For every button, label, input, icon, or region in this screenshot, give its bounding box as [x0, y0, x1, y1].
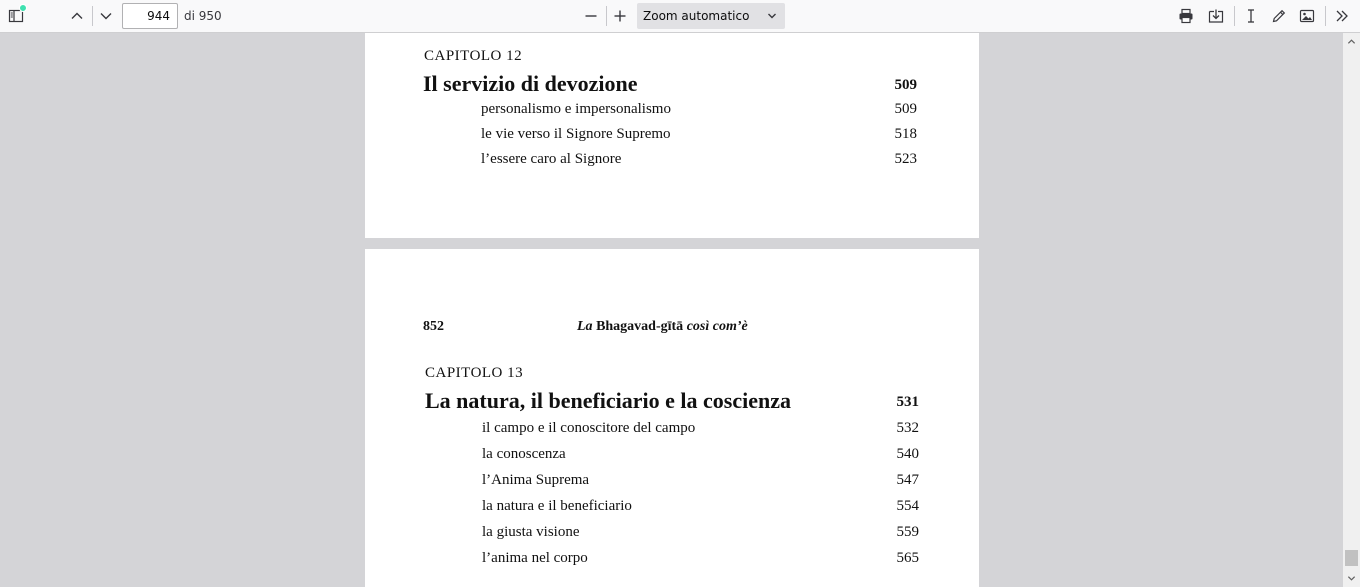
running-head — [577, 319, 748, 335]
vertical-scrollbar[interactable] — [1343, 33, 1360, 587]
toc-entry: l’essere caro al Signore — [481, 151, 622, 167]
toc-entry: l’anima nel corpo — [482, 550, 588, 566]
zoom-in-icon — [612, 8, 628, 24]
page-number-input[interactable]: 944 — [122, 3, 178, 29]
chapter-label: CAPITOLO 13 — [425, 365, 524, 381]
scroll-down-button[interactable] — [1343, 570, 1360, 587]
toc-entry-page: 509 — [894, 101, 917, 117]
pdf-page — [365, 249, 979, 587]
pdf-page — [365, 33, 979, 238]
more-tools-button[interactable] — [1330, 4, 1354, 28]
chapter-page-number: 509 — [894, 77, 917, 93]
notification-dot — [19, 4, 27, 12]
pdf-toolbar — [0, 0, 1360, 33]
toc-entry: il campo e il conoscitore del campo — [482, 420, 696, 436]
scrollbar-thumb[interactable] — [1345, 550, 1358, 566]
toc-entry: la conoscenza — [482, 446, 566, 462]
text-tool-button[interactable] — [1239, 4, 1263, 28]
toc-entry: le vie verso il Signore Supremo — [481, 126, 671, 142]
image-icon — [1299, 8, 1315, 24]
zoom-select[interactable] — [637, 3, 785, 29]
chapter-page-number: 531 — [896, 394, 919, 410]
chapter-title: La natura, il beneficiario e la coscienza — [425, 388, 791, 413]
toc-entry: personalismo e impersonalismo — [481, 101, 671, 117]
print-icon — [1178, 8, 1194, 24]
toc-entry-page: 518 — [894, 126, 917, 142]
chevron-up-icon — [1347, 37, 1356, 46]
toc-entry-page: 554 — [896, 498, 919, 514]
print-button[interactable] — [1174, 4, 1198, 28]
zoom-out-icon — [583, 8, 599, 24]
toolbar-separator — [1234, 6, 1235, 26]
toc-entry-page: 523 — [894, 151, 917, 167]
running-head-title: Bhagavad-gītā — [592, 319, 687, 334]
chevron-down-icon — [1347, 574, 1356, 583]
running-head-italic-b: così com’è — [686, 319, 748, 334]
toc-entry-page: 565 — [896, 550, 919, 566]
draw-icon — [1271, 8, 1287, 24]
toc-entry: la natura e il beneficiario — [482, 498, 632, 514]
text-cursor-icon — [1243, 8, 1259, 24]
toc-entry-page: 532 — [896, 420, 919, 436]
toc-entry-page: 559 — [896, 524, 919, 540]
toc-entry: la giusta visione — [482, 524, 580, 540]
zoom-in-button[interactable] — [608, 4, 632, 28]
page-number: 852 — [423, 319, 444, 334]
download-button[interactable] — [1204, 4, 1228, 28]
draw-tool-button[interactable] — [1267, 4, 1291, 28]
toolbar-separator — [92, 6, 93, 26]
running-head-italic-a: La — [577, 319, 593, 334]
page-count-label: di 950 — [184, 9, 222, 23]
toolbar-separator — [1325, 6, 1326, 26]
arrow-down-icon — [98, 8, 114, 24]
chevron-down-icon — [767, 11, 777, 21]
chapter-title: Il servizio di devozione — [423, 71, 638, 96]
toc-entry-page: 547 — [896, 472, 919, 488]
chapter-label: CAPITOLO 12 — [424, 48, 523, 64]
next-page-button[interactable] — [94, 4, 118, 28]
image-tool-button[interactable] — [1295, 4, 1319, 28]
zoom-select-value: Zoom automatico — [643, 9, 750, 23]
scroll-up-button[interactable] — [1343, 33, 1360, 50]
arrow-up-icon — [69, 8, 85, 24]
zoom-out-button[interactable] — [579, 4, 603, 28]
toolbar-separator — [606, 6, 607, 26]
download-icon — [1208, 8, 1224, 24]
toc-entry-page: 540 — [896, 446, 919, 462]
toc-entry: l’Anima Suprema — [482, 472, 590, 488]
previous-page-button[interactable] — [65, 4, 89, 28]
more-tools-icon — [1334, 8, 1350, 24]
